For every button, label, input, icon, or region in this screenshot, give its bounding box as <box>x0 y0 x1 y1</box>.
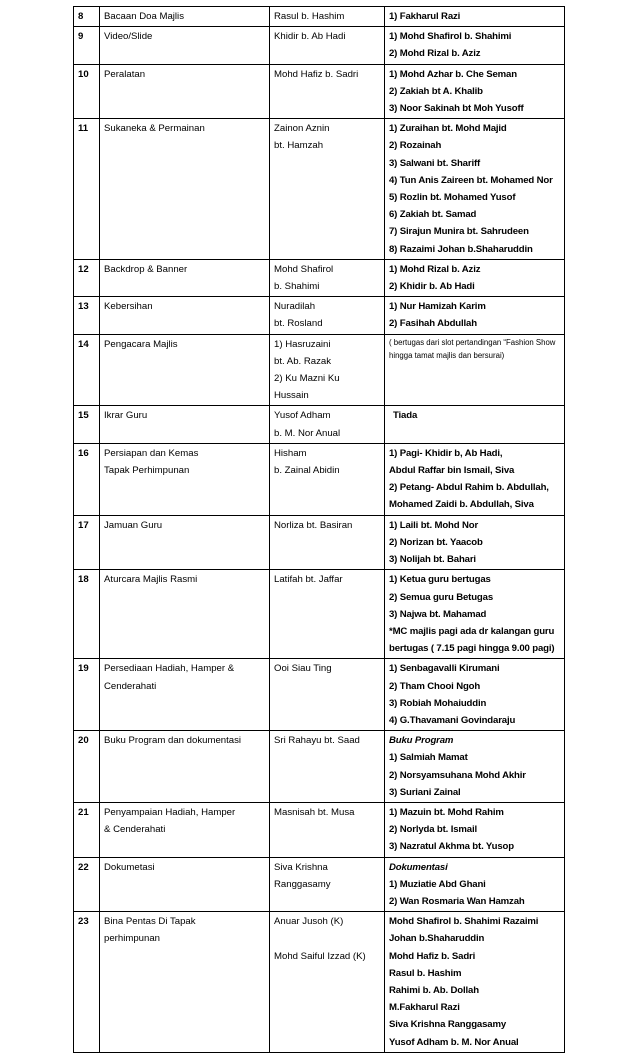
task-cell <box>100 731 270 803</box>
lead-cell-line: Latifah bt. Jaffar <box>274 574 343 586</box>
member-line: 4) Tun Anis Zaireen bt. Mohamed Nor <box>389 174 553 186</box>
task-cell <box>100 659 270 731</box>
members-cell <box>385 659 565 731</box>
task-cell <box>100 570 270 659</box>
member-line: 7) Sirajun Munira bt. Sahrudeen <box>389 226 529 238</box>
member-line: 3) Suriani Zainal <box>389 786 461 798</box>
task-cell <box>100 443 270 515</box>
table-row <box>74 27 565 64</box>
lead-cell-line: Nuradilah <box>274 301 316 313</box>
member-line: Yusof Adham b. M. Nor Anual <box>389 1036 519 1048</box>
row-number: 11 <box>74 119 100 260</box>
task-cell-line: perhimpunan <box>104 933 161 945</box>
table-row <box>74 7 565 27</box>
table-row <box>74 731 565 803</box>
members-cell <box>385 27 565 64</box>
task-cell <box>100 27 270 64</box>
members-note: ( bertugas dari slot pertandingan “Fashion Show hingga tamat majlis dan bersurai) <box>389 337 556 360</box>
task-cell <box>100 119 270 260</box>
members-cell <box>385 802 565 857</box>
lead-cell <box>270 443 385 515</box>
member-line: 1) Ketua guru bertugas <box>389 574 491 586</box>
table-row <box>74 259 565 296</box>
lead-cell-line: Khidir b. Ab Hadi <box>274 31 346 43</box>
member-line: 8) Razaimi Johan b.Shaharuddin <box>389 243 533 255</box>
lead-cell <box>270 515 385 570</box>
member-line: 2) Zakiah bt A. Khalib <box>389 85 483 97</box>
lead-cell <box>270 119 385 260</box>
task-cell-line: Peralatan <box>104 68 146 80</box>
member-line: 1) Mazuin bt. Mohd Rahim <box>389 806 504 818</box>
lead-cell-line: Hussain <box>274 390 309 402</box>
lead-cell-line: Sri Rahayu bt. Saad <box>274 735 360 747</box>
lead-cell <box>270 731 385 803</box>
member-line: 3) Salwani bt. Shariff <box>389 157 481 169</box>
member-line: 2) Semua guru Betugas <box>389 591 494 603</box>
member-line: 3) Najwa bt. Mahamad <box>389 608 487 620</box>
committee-table <box>73 6 565 1053</box>
lead-cell-line: Hisham <box>274 447 307 459</box>
task-cell-line: Kebersihan <box>104 301 153 313</box>
member-line: 1) Fakharul Razi <box>389 11 461 22</box>
task-cell <box>100 259 270 296</box>
task-cell-line: & Cenderahati <box>104 824 166 836</box>
table-row <box>74 334 565 406</box>
row-number: 21 <box>74 802 100 857</box>
task-cell-line: Persediaan Hadiah, Hamper & <box>104 663 235 675</box>
table-row <box>74 659 565 731</box>
task-cell-line: Sukaneka & Permainan <box>104 123 205 135</box>
task-cell-line: Backdrop & Banner <box>104 263 188 275</box>
members-heading: Buku Program <box>389 735 454 747</box>
members-cell <box>385 259 565 296</box>
row-number: 19 <box>74 659 100 731</box>
member-line: 3) Robiah Mohaiuddin <box>389 697 487 709</box>
lead-cell <box>270 64 385 119</box>
lead-cell <box>270 406 385 443</box>
member-line: 2) Norsyamsuhana Mohd Akhir <box>389 769 526 781</box>
members-cell <box>385 64 565 119</box>
task-cell <box>100 515 270 570</box>
member-line: 3) Nolijah bt. Bahari <box>389 554 476 566</box>
lead-cell-line: Rasul b. Hashim <box>274 11 345 22</box>
member-line: Siva Krishna Ranggasamy <box>389 1019 507 1031</box>
member-line: 1) Salmiah Mamat <box>389 752 468 764</box>
task-cell <box>100 406 270 443</box>
lead-cell-line: Norliza bt. Basiran <box>274 519 353 531</box>
member-line: 2) Fasihah Abdullah <box>389 318 477 330</box>
task-cell <box>100 64 270 119</box>
lead-cell-line: bt. Ab. Razak <box>274 355 332 367</box>
members-cell <box>385 119 565 260</box>
member-line: 2) Rozainah <box>389 140 442 152</box>
member-line: 3) Noor Sakinah bt Moh Yusoff <box>389 103 524 115</box>
lead-cell-line: Siva Krishna <box>274 861 328 873</box>
lead-cell-line <box>274 930 380 947</box>
lead-cell <box>270 259 385 296</box>
row-number: 8 <box>74 7 100 27</box>
lead-cell-line: Yusof Adham <box>274 410 331 422</box>
member-line: 3) Nazratul Akhma bt. Yusop <box>389 841 514 853</box>
task-cell-line: Buku Program dan dokumentasi <box>104 735 242 747</box>
lead-cell-line: 1) Hasruzaini <box>274 338 331 350</box>
members-cell <box>385 334 565 406</box>
task-cell-line: Jamuan Guru <box>104 519 163 531</box>
table-row <box>74 515 565 570</box>
lead-cell-line: 2) Ku Mazni Ku <box>274 373 340 385</box>
member-line: 2) Wan Rosmaria Wan Hamzah <box>389 895 525 907</box>
row-number: 23 <box>74 912 100 1053</box>
lead-cell-line: Anuar Jusoh (K) <box>274 916 344 928</box>
members-cell <box>385 570 565 659</box>
task-cell <box>100 7 270 27</box>
task-cell-line: Ikrar Guru <box>104 410 148 422</box>
task-cell-line: Bacaan Doa Majlis <box>104 11 184 22</box>
task-cell-line: Pengacara Majlis <box>104 338 178 350</box>
lead-cell <box>270 802 385 857</box>
lead-cell <box>270 27 385 64</box>
members-cell <box>385 912 565 1053</box>
row-number: 13 <box>74 297 100 334</box>
lead-cell-line: b. Zainal Abidin <box>274 465 340 477</box>
task-cell <box>100 297 270 334</box>
member-line: Mohd Shafirol b. Shahimi Razaimi <box>389 916 539 928</box>
task-cell-line: Video/Slide <box>104 31 153 43</box>
task-cell-line: Persiapan dan Kemas <box>104 447 199 459</box>
member-line: 2) Norizan bt. Yaacob <box>389 536 483 548</box>
task-cell <box>100 912 270 1053</box>
member-line: 1) Mohd Azhar b. Che Seman <box>389 68 517 80</box>
member-line: 6) Zakiah bt. Samad <box>389 209 477 221</box>
lead-cell-line: Ranggasamy <box>274 878 331 890</box>
member-line: 2) Tham Chooi Ngoh <box>389 680 481 692</box>
member-line: 1) Pagi- Khidir b, Ab Hadi, <box>389 447 503 459</box>
table-row <box>74 912 565 1053</box>
task-cell-line: Bina Pentas Di Tapak <box>104 916 196 928</box>
member-line: 2) Mohd Rizal b. Aziz <box>389 48 481 60</box>
members-cell <box>385 406 565 443</box>
task-cell-line: Aturcara Majlis Rasmi <box>104 574 198 586</box>
lead-cell <box>270 570 385 659</box>
member-line: 5) Rozlin bt. Mohamed Yusof <box>389 192 516 204</box>
lead-cell <box>270 912 385 1053</box>
member-line: Mohd Hafiz b. Sadri <box>389 950 476 962</box>
member-line: M.Fakharul Razi <box>389 1002 460 1014</box>
row-number: 9 <box>74 27 100 64</box>
lead-cell <box>270 7 385 27</box>
member-line: 1) Laili bt. Mohd Nor <box>389 519 479 531</box>
table-row <box>74 443 565 515</box>
row-number: 22 <box>74 857 100 912</box>
row-number: 18 <box>74 570 100 659</box>
members-cell <box>385 443 565 515</box>
lead-cell <box>270 297 385 334</box>
lead-cell-line: Mohd Hafiz b. Sadri <box>274 68 359 80</box>
lead-cell-line: bt. Hamzah <box>274 140 324 152</box>
member-line: 1) Muziatie Abd Ghani <box>389 878 486 890</box>
member-line: 1) Mohd Shafirol b. Shahimi <box>389 31 512 43</box>
task-cell-line: Dokumetasi <box>104 861 155 873</box>
table-row <box>74 857 565 912</box>
table-row <box>74 406 565 443</box>
member-line: *MC majlis pagi ada dr kalangan guru <box>389 625 555 637</box>
task-cell-line: Cenderahati <box>104 680 157 692</box>
table-row <box>74 570 565 659</box>
lead-cell <box>270 857 385 912</box>
table-row <box>74 64 565 119</box>
member-line: 1) Mohd Rizal b. Aziz <box>389 263 481 275</box>
member-line: Tiada <box>393 410 418 422</box>
member-line: 2) Petang- Abdul Rahim b. Abdullah, <box>389 482 549 494</box>
committee-table-body <box>74 7 565 1053</box>
task-cell <box>100 334 270 406</box>
row-number: 17 <box>74 515 100 570</box>
lead-cell-line: bt. Rosland <box>274 318 323 330</box>
task-cell <box>100 802 270 857</box>
members-cell <box>385 7 565 27</box>
row-number: 20 <box>74 731 100 803</box>
member-line: Johan b.Shaharuddin <box>389 933 485 945</box>
row-number: 16 <box>74 443 100 515</box>
lead-cell-line: Zainon Aznin <box>274 123 330 135</box>
lead-cell <box>270 334 385 406</box>
lead-cell-line: Ooi Siau Ting <box>274 663 332 675</box>
lead-cell-line: Mohd Shafirol <box>274 263 334 275</box>
task-cell-line: Tapak Perhimpunan <box>104 465 190 477</box>
table-row <box>74 802 565 857</box>
members-cell <box>385 731 565 803</box>
member-line: 4) G.Thavamani Govindaraju <box>389 714 516 726</box>
lead-cell <box>270 659 385 731</box>
member-line: 1) Nur Hamizah Karim <box>389 301 486 313</box>
row-number: 10 <box>74 64 100 119</box>
member-line: 2) Norlyda bt. Ismail <box>389 824 478 836</box>
lead-cell-line: b. Shahimi <box>274 281 320 293</box>
members-cell <box>385 515 565 570</box>
member-line: 1) Zuraihan bt. Mohd Majid <box>389 123 507 135</box>
member-line: 1) Senbagavalli Kirumani <box>389 663 500 675</box>
members-cell <box>385 857 565 912</box>
task-cell <box>100 857 270 912</box>
members-cell <box>385 297 565 334</box>
member-line: Rasul b. Hashim <box>389 967 462 979</box>
member-line: 2) Khidir b. Ab Hadi <box>389 281 475 293</box>
task-cell-line: Penyampaian Hadiah, Hamper <box>104 806 236 818</box>
member-line: bertugas ( 7.15 pagi hingga 9.00 pagi) <box>389 643 555 655</box>
member-line: Abdul Raffar bin Ismail, Siva <box>389 465 515 477</box>
table-row <box>74 119 565 260</box>
row-number: 15 <box>74 406 100 443</box>
member-line: Rahimi b. Ab. Dollah <box>389 984 479 996</box>
table-row <box>74 297 565 334</box>
members-heading: Dokumentasi <box>389 861 448 873</box>
lead-cell-line: b. M. Nor Anual <box>274 427 341 439</box>
lead-cell-line: Masnisah bt. Musa <box>274 806 355 818</box>
lead-cell-line: Mohd Saiful Izzad (K) <box>274 950 366 962</box>
row-number: 14 <box>74 334 100 406</box>
member-line: Mohamed Zaidi b. Abdullah, Siva <box>389 499 534 511</box>
row-number: 12 <box>74 259 100 296</box>
